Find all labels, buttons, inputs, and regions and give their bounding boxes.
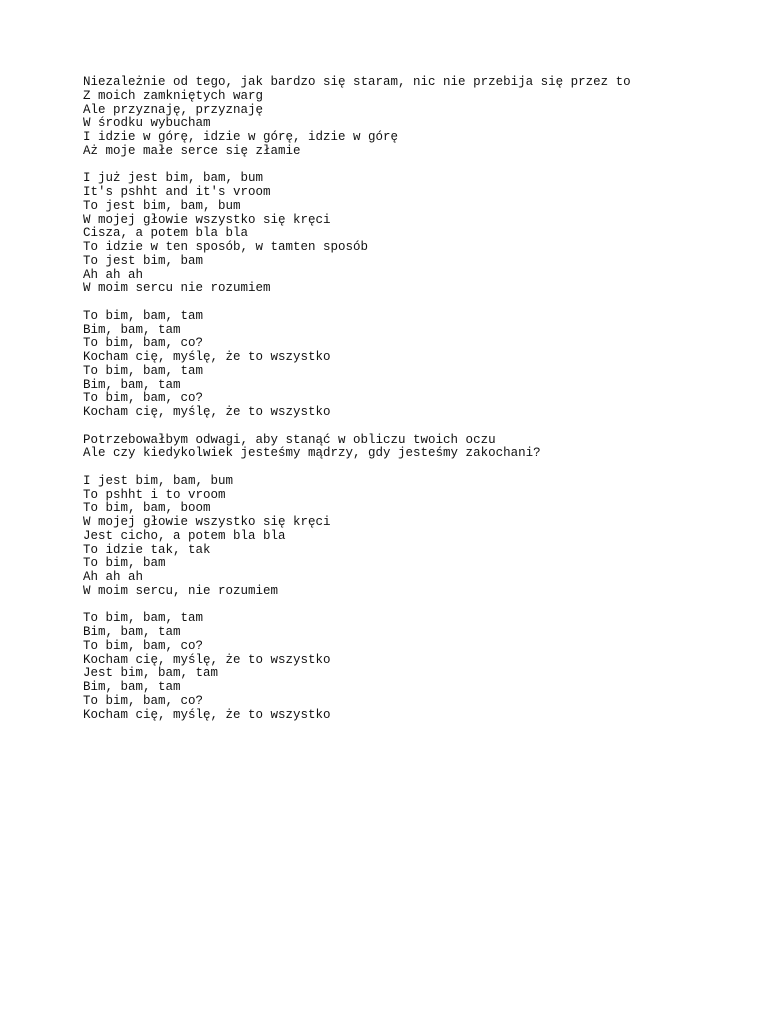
lyrics-text	[83, 76, 753, 736]
text-line: Niezależnie od tego, jak bardzo się staram, nic nie przebija się przez to	[83, 75, 631, 89]
text-line: Kocham cię, myślę, że to wszystko	[83, 350, 331, 364]
text-line: W moim sercu, nie rozumiem	[83, 583, 279, 598]
text-line: Jest cicho, a potem bla bla	[83, 528, 286, 543]
text-line: Aż moje małe serce się złamie	[83, 143, 301, 158]
text-line: To bim, bam, tam	[83, 611, 204, 626]
text-line: Bim, bam, tam	[83, 680, 181, 694]
text-line: To idzie w ten sposób, w tamten sposób	[83, 240, 369, 254]
text-line: To bim, bam, co?	[83, 336, 204, 351]
text-line: Potrzebowałbym odwagi, aby stanąć w obliczu twoich oczu	[83, 432, 496, 447]
text-line: To idzie tak, tak	[83, 542, 211, 557]
text-line: To bim, bam, co?	[83, 391, 204, 406]
text-line: Ah ah ah	[83, 267, 144, 282]
text-line: I idzie w górę, idzie w górę, idzie w górę	[83, 130, 399, 144]
text-line: W środku wybucham	[83, 116, 211, 131]
text-line: W mojej głowie wszystko się kręci	[83, 515, 331, 529]
text-line: It's pshht and it's vroom	[83, 185, 271, 199]
text-line: To pshht i to vroom	[83, 487, 226, 502]
text-line: To jest bim, bam	[83, 253, 204, 268]
text-line: Kocham cię, myślę, że to wszystko	[83, 405, 331, 419]
text-line: To bim, bam, co?	[83, 693, 204, 708]
stanza	[83, 475, 753, 599]
text-line: To bim, bam, tam	[83, 363, 204, 378]
text-line: I jest bim, bam, bum	[83, 473, 234, 488]
text-line: Kocham cię, myślę, że to wszystko	[83, 652, 331, 667]
text-line: Ale czy kiedykolwiek jesteśmy mądrzy, gdy jesteśmy zakochani?	[83, 446, 541, 461]
text-line: To bim, bam, boom	[83, 501, 211, 516]
text-line: Kocham cię, myślę, że to wszystko	[83, 707, 331, 722]
stanza	[83, 310, 753, 420]
text-line: Cisza, a potem bla bla	[83, 226, 249, 241]
text-line: Bim, bam, tam	[83, 377, 181, 392]
text-line: To bim, bam, co?	[83, 638, 204, 653]
text-line: To bim, bam	[83, 556, 166, 571]
text-line: To jest bim, bam, bum	[83, 198, 241, 213]
text-line: Ah ah ah	[83, 570, 144, 584]
text-line: Ale przyznaję, przyznaję	[83, 102, 264, 117]
text-line: I już jest bim, bam, bum	[83, 171, 264, 186]
text-line: Bim, bam, tam	[83, 625, 181, 639]
text-line: Bim, bam, tam	[83, 322, 181, 337]
text-line: Jest bim, bam, tam	[83, 666, 219, 681]
text-line: To bim, bam, tam	[83, 308, 204, 323]
text-line: W mojej głowie wszystko się kręci	[83, 212, 331, 227]
stanza	[83, 612, 753, 722]
stanza	[83, 434, 753, 462]
stanza	[83, 172, 753, 296]
stanza	[83, 76, 753, 159]
text-line: W moim sercu nie rozumiem	[83, 281, 271, 296]
text-line: Z moich zamkniętych warg	[83, 88, 264, 103]
